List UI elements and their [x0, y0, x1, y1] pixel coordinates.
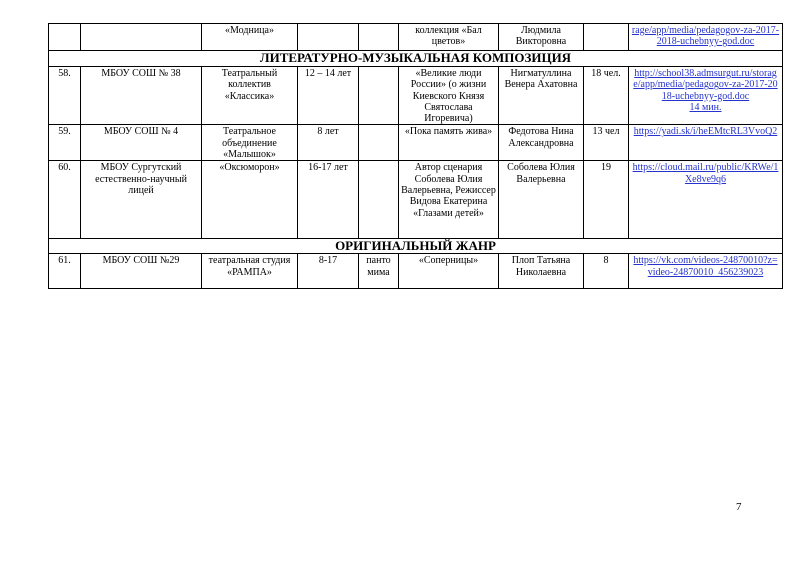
hyperlink[interactable]: rage/app/media/pedagogov-za-2017-2018-uchebnyy-god.doc — [631, 25, 780, 48]
hyperlink[interactable]: https://vk.com/videos-24870010?z=video-24870010_456239023 — [633, 255, 778, 278]
table-row — [49, 125, 783, 161]
cell-genre: панто мима — [359, 254, 399, 289]
cell-link — [629, 24, 783, 51]
hyperlink[interactable]: http://school38.admsurgut.ru/storage/app/media/pedagogov-za-2017-2018-uchebnyy-god.doc — [633, 68, 778, 102]
hyperlink[interactable]: https://cloud.mail.ru/public/KRWe/1Xe8ve9q6 — [632, 162, 779, 185]
cell-genre — [359, 24, 399, 51]
cell-age: 12 – 14 лет — [298, 67, 359, 125]
section-title: ОРИГИНАЛЬНЫЙ ЖАНР — [49, 239, 783, 254]
cell-school: МБОУ Сургутский естественно-научный лицей — [81, 161, 202, 239]
cell-collective: «Модница» — [202, 24, 298, 51]
cell-age: 16-17 лет — [298, 161, 359, 239]
festival-table — [48, 23, 783, 289]
section-title: ЛИТЕРАТУРНО-МУЗЫКАЛЬНАЯ КОМПОЗИЦИЯ — [49, 51, 783, 67]
cell-leader: Нигматуллина Венера Ахатовна — [499, 67, 584, 125]
cell-collective: «Оксюморон» — [202, 161, 298, 239]
cell-performance: «Великие люди России» (о жизни Киевского Князя Святослава Игоревича) — [399, 67, 499, 125]
cell-school: МБОУ СОШ № 4 — [81, 125, 202, 161]
cell-collective: Театральный коллектив «Классика» — [202, 67, 298, 125]
cell-num — [49, 24, 81, 51]
cell-school — [81, 24, 202, 51]
cell-genre — [359, 161, 399, 239]
cell-leader: Плоп Татьяна Николаевна — [499, 254, 584, 289]
cell-link — [629, 161, 783, 239]
cell-performance: «Соперницы» — [399, 254, 499, 289]
hyperlink[interactable]: https://yadi.sk/i/heEMtcRL3VvoQ2 — [633, 126, 778, 138]
cell-school: МБОУ СОШ №29 — [81, 254, 202, 289]
section-header-row — [49, 239, 783, 254]
cell-leader: Людмила Викторовна — [499, 24, 584, 51]
cell-age: 8-17 — [298, 254, 359, 289]
hyperlink-duration[interactable]: 14 мин. — [689, 101, 722, 113]
cell-age: 8 лет — [298, 125, 359, 161]
cell-school: МБОУ СОШ № 38 — [81, 67, 202, 125]
cell-leader: Федотова Нина Александровна — [499, 125, 584, 161]
table-row — [49, 67, 783, 125]
cell-performance: коллекция «Бал цветов» — [399, 24, 499, 51]
cell-num: 59. — [49, 125, 81, 161]
cell-count — [584, 24, 629, 51]
cell-collective: театральная студия «РАМПА» — [202, 254, 298, 289]
cell-age — [298, 24, 359, 51]
cell-count: 13 чел — [584, 125, 629, 161]
section-header-row — [49, 51, 783, 67]
cell-genre — [359, 125, 399, 161]
table-row — [49, 24, 783, 51]
cell-count: 19 — [584, 161, 629, 239]
page-number: 7 — [736, 501, 742, 513]
cell-num: 60. — [49, 161, 81, 239]
cell-link — [629, 67, 783, 125]
cell-link — [629, 254, 783, 289]
cell-count: 8 — [584, 254, 629, 289]
cell-num: 58. — [49, 67, 81, 125]
cell-num: 61. — [49, 254, 81, 289]
table-row — [49, 254, 783, 289]
cell-collective: Театральное объединение «Малышок» — [202, 125, 298, 161]
cell-performance: «Пока память жива» — [399, 125, 499, 161]
table-row — [49, 161, 783, 239]
cell-leader: Соболева Юлия Валерьевна — [499, 161, 584, 239]
cell-genre — [359, 67, 399, 125]
cell-count: 18 чел. — [584, 67, 629, 125]
cell-performance: Автор сценария Соболева Юлия Валерьевна, Режиссер Видова Екатерина «Глазами детей» — [399, 161, 499, 239]
cell-link — [629, 125, 783, 161]
